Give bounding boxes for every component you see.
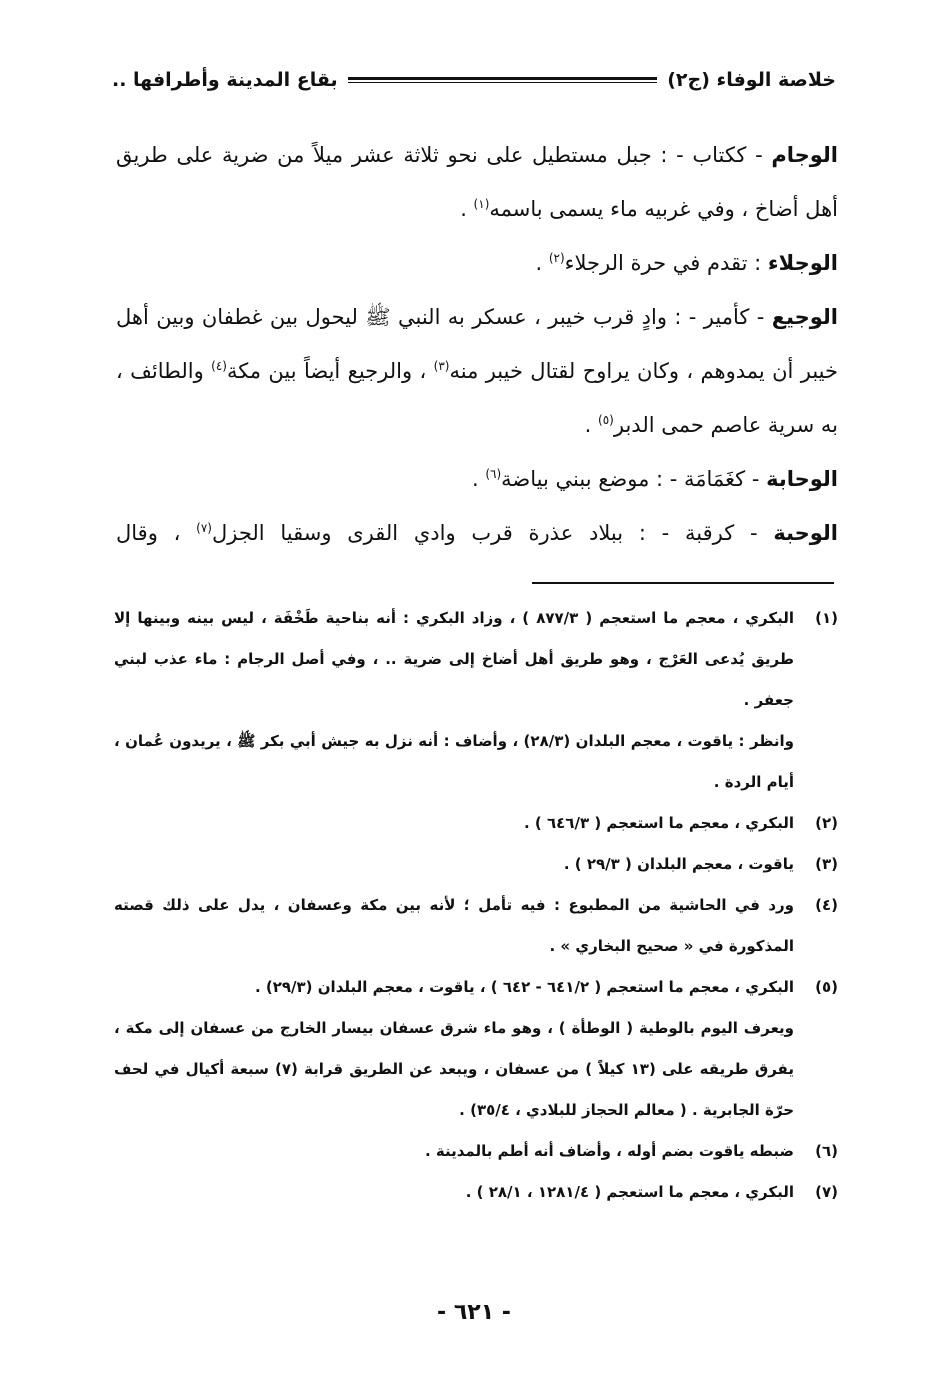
entry-text: والطائف ، به سرية عاصم حمى الدبر [116, 359, 838, 437]
footnote-body [114, 598, 794, 803]
footnote-ref: (٥) [598, 413, 614, 427]
footnote-paragraph: ضبطه ياقوت بضم أوله ، وأضاف أنه أطم بالمدينة . [424, 1142, 794, 1160]
main-text [116, 128, 838, 560]
footnote-ref: (٦) [485, 467, 502, 481]
footnote-number: (٧) [815, 1183, 838, 1201]
entry-text: - كغَمَامَة - : موضع ببني بياضة [501, 467, 767, 491]
footnote-body [114, 1131, 794, 1172]
entry-wajam [116, 128, 838, 236]
footnotes [114, 598, 838, 1213]
footnote-6 [114, 1131, 838, 1172]
footnote-paragraph: ويعرف اليوم بالوطية ( الوطأة ) ، وهو ماء شرق عسفان بيسار الخارج من عسفان إلى مكة ، يفرق طريقه على (١٣ كيلاً ) من عسفان ، ويبعد عن الطريق قرابة (٧) سبعة أكيال في لحف حرّة الجابرية . ( معالم الحجاز للبلادي ، ٣٥/٤) . [114, 1019, 794, 1119]
entry-wajee [116, 290, 838, 452]
footnote-paragraph: ورد في الحاشية من المطبوع : فيه تأمل ؛ لأنه بين مكة وعسفان ، يدل على ذلك قصته المذكورة في « صحيح البخاري » . [114, 896, 794, 955]
footnote-paragraph: البكري ، معجم ما استعجم ( ٦٤١/٢ - ٦٤٢ ) ، ياقوت ، معجم البلدان (٢٩/٣) . [254, 978, 794, 996]
footnote-body [114, 803, 794, 844]
entry-end: . [460, 197, 474, 221]
entry-end: . [584, 413, 599, 437]
section-title: بقاع المدينة وأطرافها .. [112, 69, 338, 91]
footnote-ref: (٧) [196, 521, 212, 535]
footnote-2 [114, 803, 838, 844]
entry-end: . [471, 467, 486, 491]
footnote-separator [532, 582, 834, 584]
footnote-body [114, 1172, 794, 1213]
footnote-4 [114, 885, 838, 967]
entry-text: - ككتاب - : جبل مستطيل على نحو ثلاثة عشر ميلاً من ضرية على طريق أهل أضاخ ، وفي غربيه ماء يسمى باسمه [116, 143, 838, 221]
footnote-number: (١) [815, 609, 838, 627]
book-title: خلاصة الوفاء (ج٢) [667, 69, 836, 91]
entry-text: - كرقبة - : ببلاد عذرة قرب وادي القرى وسقيا الجزل [211, 521, 774, 545]
entry-term: الوجيع [771, 305, 838, 329]
entry-term: الوحبة [773, 521, 839, 545]
page-number: - ٦٢١ - [437, 1300, 511, 1325]
footnote-body [114, 967, 794, 1131]
footnote-number: (٦) [815, 1142, 838, 1160]
entry-end: ، وقال [116, 521, 197, 545]
footnote-number: (٢) [815, 814, 838, 832]
footnote-body [114, 844, 794, 885]
footnote-number: (٥) [815, 978, 838, 996]
footnote-paragraph: وانظر : ياقوت ، معجم البلدان (٢٨/٣) ، وأضاف : أنه نزل به جيش أبي بكر ﷺ ، يريدون عُمان ، أيام الردة . [114, 732, 794, 791]
footnote-1 [114, 598, 838, 803]
entry-term: الوجلاء [767, 251, 838, 275]
entry-term: الوجام [771, 143, 838, 167]
footnote-3 [114, 844, 838, 885]
footnote-number: (٤) [815, 896, 838, 914]
footnote-ref: (٤) [211, 359, 227, 373]
footnote-paragraph: البكري ، معجم ما استعجم ( ٦٤٦/٣ ) . [524, 814, 794, 832]
footnote-ref: (٣) [433, 359, 450, 373]
entry-end: . [535, 251, 549, 275]
footnote-ref: (٢) [548, 251, 565, 265]
footnote-5 [114, 967, 838, 1131]
entry-text: : تقدم في حرة الرجلاء [564, 251, 768, 275]
footnote-number: (٣) [815, 855, 838, 873]
footnote-7 [114, 1172, 838, 1213]
footnote-paragraph: ياقوت ، معجم البلدان ( ٢٩/٣ ) . [563, 855, 794, 873]
entry-wajla [116, 236, 838, 290]
entry-text: - كأمير - : وادٍ قرب خيبر ، عسكر به النبي ﷺ ليحول بين غطفان وبين أهل خيبر أن يمدوهم ، وكان يراوح لقتال خيبر منه [116, 305, 838, 383]
entry-wahba [116, 506, 838, 560]
entry-term: الوحابة [766, 467, 838, 491]
running-header [112, 62, 836, 98]
footnote-ref: (١) [473, 197, 490, 211]
header-rule [348, 77, 658, 83]
footnote-paragraph: البكري ، معجم ما استعجم ( ١٢٨١/٤ ، ٢٨/١ ) . [465, 1183, 794, 1201]
entry-text: ، والرجيع أيضاً بين مكة [226, 359, 434, 383]
entry-wahaba [116, 452, 838, 506]
footnote-paragraph: البكري ، معجم ما استعجم ( ٨٧٧/٣ ) ، وزاد البكري : أنه بناحية طَخْفَة ، ليس بينه وبينها إلا طريق يُدعى العَرْج ، وهو طريق أهل أضاخ إلى ضرية .. ، وفي أصل الرجام : ماء عذب لبني جعفر . [114, 609, 795, 709]
footnote-body [114, 885, 794, 967]
